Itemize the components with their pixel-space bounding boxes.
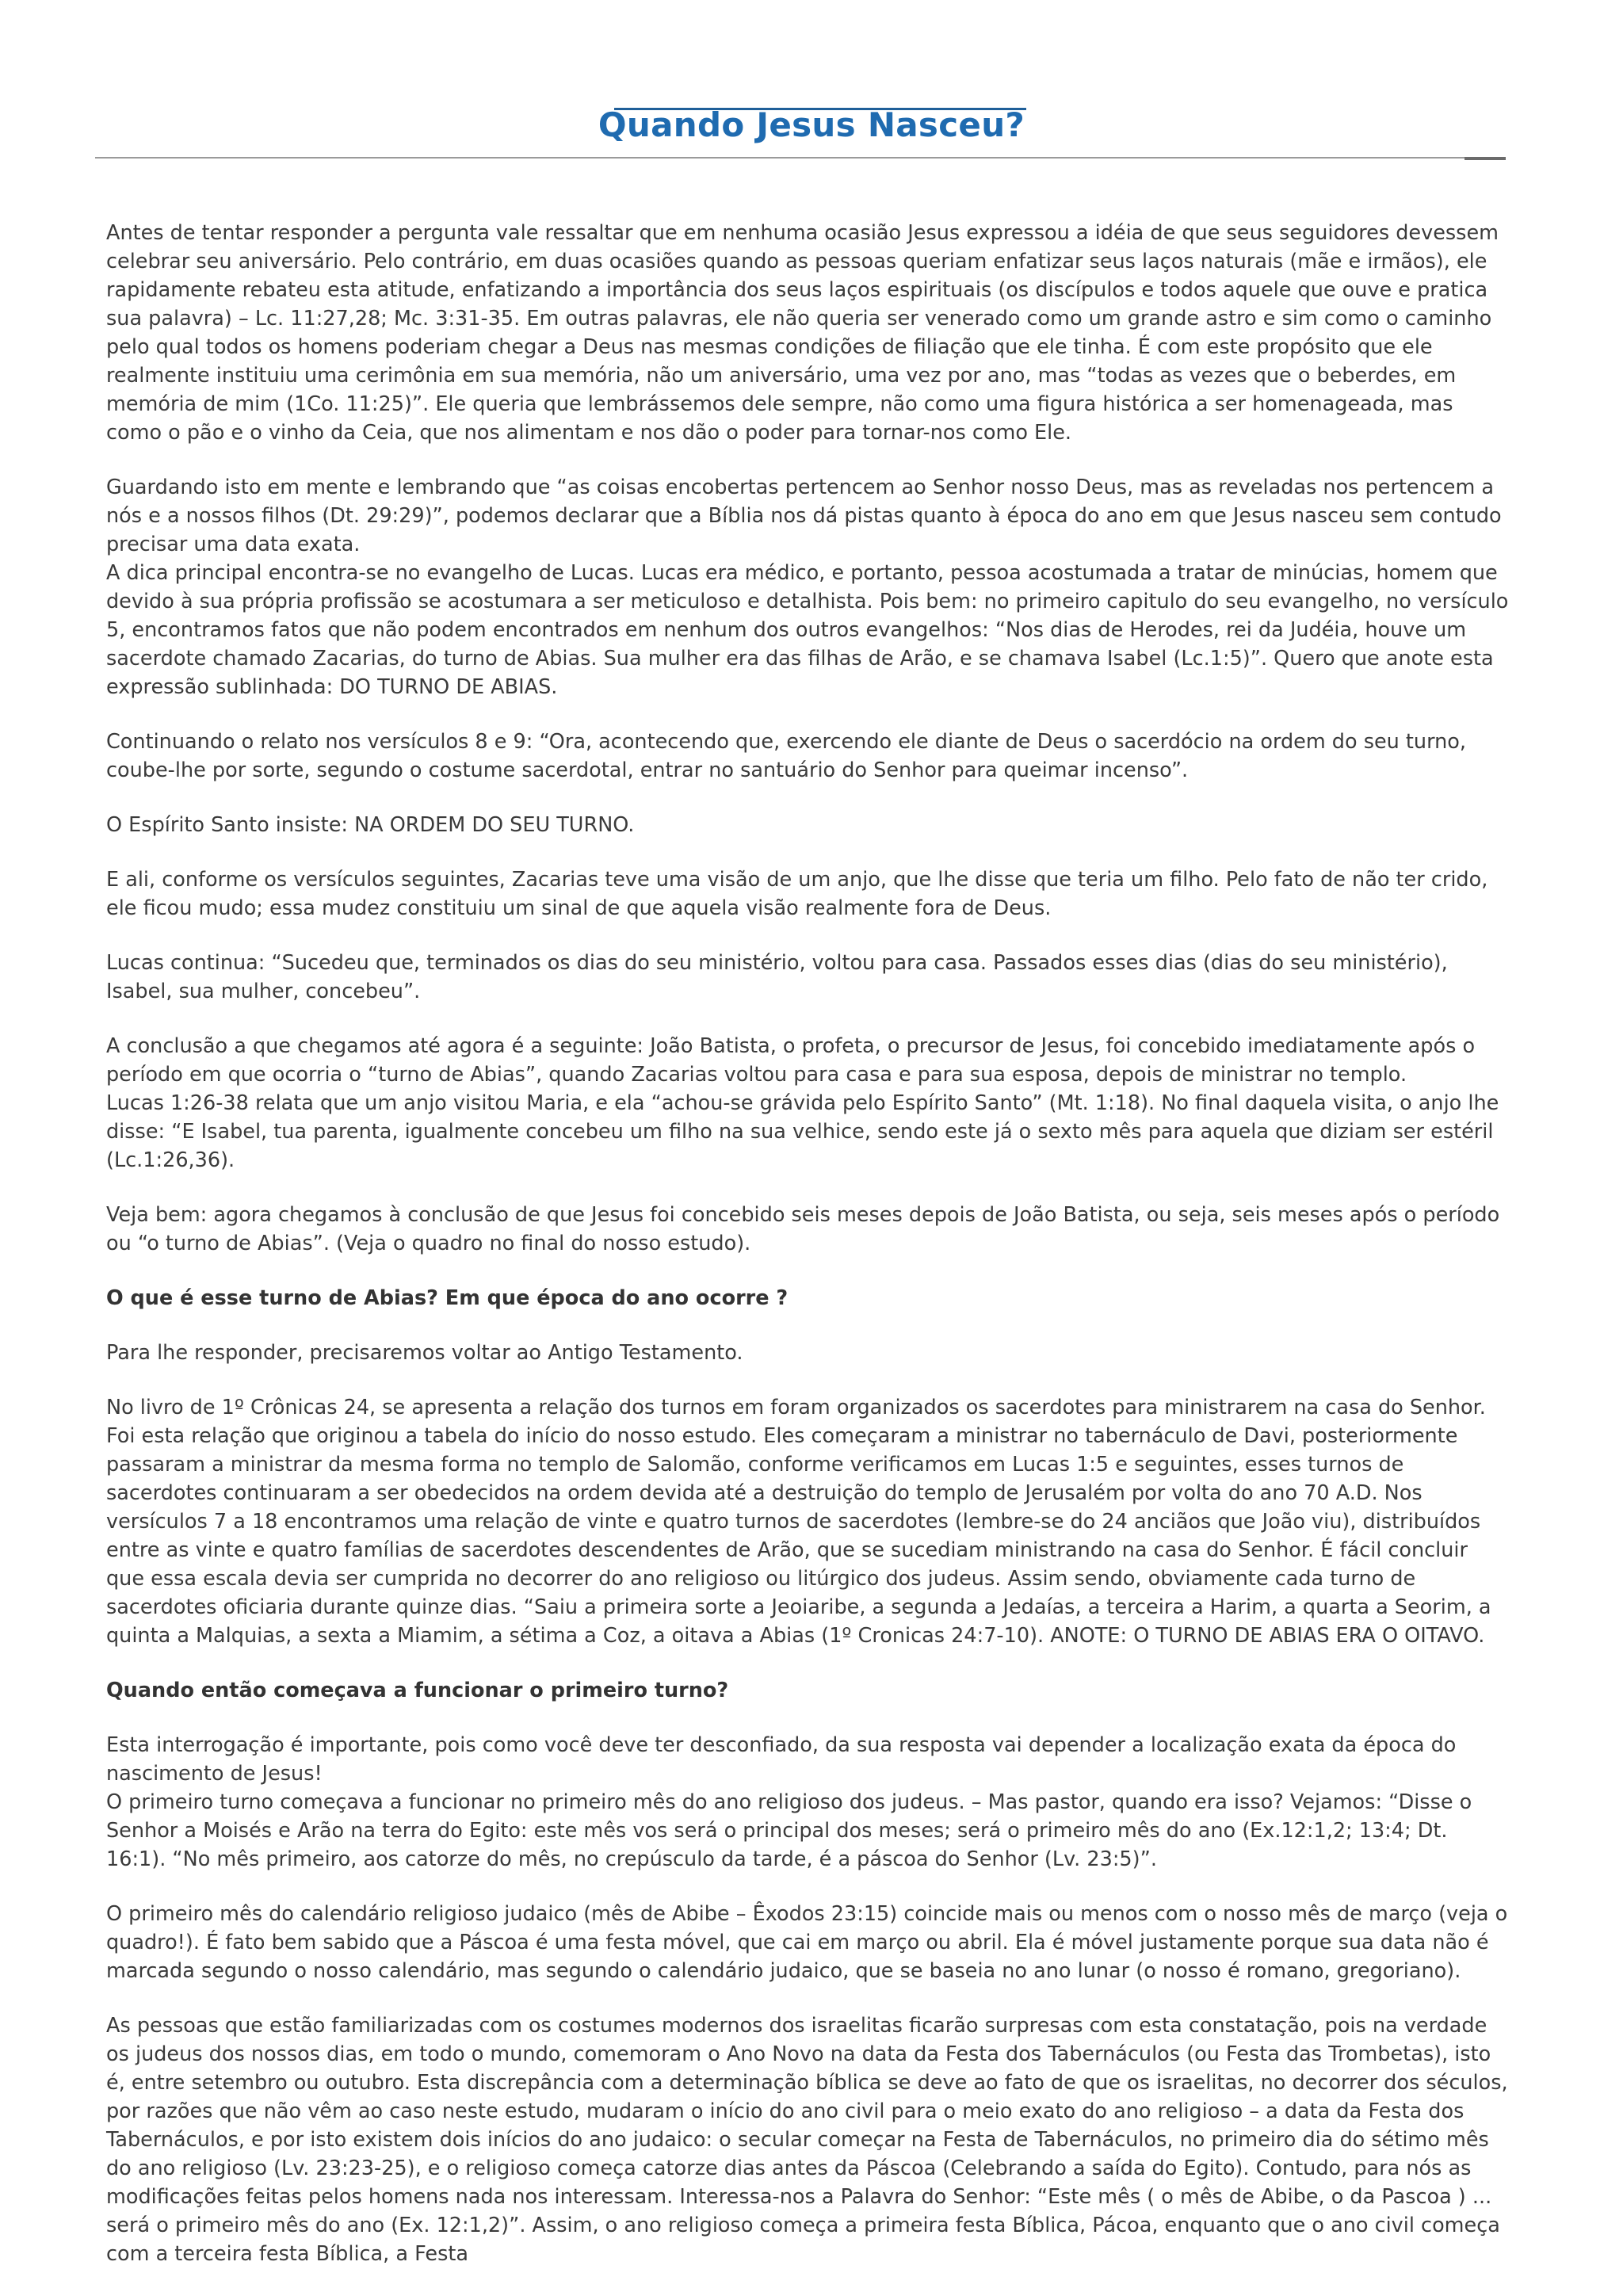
paragraph-espirito-santo: O Espírito Santo insiste: NA ORDEM DO SEU TURNO. [106,813,635,837]
paragraph-conclusao: A conclusão a que chegamos até agora é a seguinte: João Batista, o profeta, o precursor de Jesus, foi concebido imediatamente após o período em que ocorria o “turno de Abias”, quando Zacarias voltou para casa e para sua esposa, depois de ministrar no templo. [106,1034,1476,1087]
paragraph-primeiro-turno: O primeiro turno começava a funcionar no primeiro mês do ano religioso dos judeus. – Mas pastor, quando era isso? Vejamos: “Disse o Senhor a Moisés e Arão na terra do Egito: este mês vos será o principal dos meses; será o primeiro mês do ano (Ex.12:1,2; 13:4; Dt. 16:1). “No mês primeiro, aos catorze do mês, no crepúsculo da tarde, é a páscoa do Senhor (Lv. 23:5)”. [106,1790,1472,1871]
page-title: Quando Jesus Nasceu? [598,105,1025,144]
title-divider [95,157,1506,159]
section-heading-turno-abias: O que é esse turno de Abias? Em que época do ano ocorre ? [106,1286,789,1310]
paragraph-intro: Antes de tentar responder a pergunta vale ressaltar que em nenhuma ocasião Jesus expressou a idéia de que seus seguidores devessem celebrar seu aniversário. Pelo contrário, em duas ocasiões quando as pessoas queriam enfatizar seus laços naturais (mãe e irmãos), ele rapidamente rebateu esta atitude, enfatizando a importância dos seus laços espirituais (os discípulos e todos aquele que ouve e pratica sua palavra) – Lc. 11:27,28; Mc. 3:31-35. Em outras palavras, ele não queria ser venerado como um grande astro e sim como o caminho pelo qual todos os homens poderiam chegar a Deus nas mesmas condições de filiação que ele tinha. É com este propósito que ele realmente instituiu uma cerimônia em sua memória, não um aniversário, uma vez por ano, mas “todas as vezes que o beberdes, em memória de mim (1Co. 11:25)”. Ele queria que lembrássemos dele sempre, não como uma figura histórica a ser homenageada, mas como o pão e o vinho da Ceia, que nos alimentam e nos dão o poder para tornar-nos como Ele. [106,221,1499,445]
paragraph-visao-anjo: E ali, conforme os versículos seguintes, Zacarias teve uma visão de um anjo, que lhe disse que teria um filho. Pelo fato de não ter crido, ele ficou mudo; essa mudez constituiu um sinal de que aquela visão realmente fora de Deus. [106,868,1488,920]
paragraph-dica-principal: A dica principal encontra-se no evangelho de Lucas. Lucas era médico, e portanto, pessoa acostumada a tratar de minúcias, homem que devido à sua própria profissão se acostumara a ser meticuloso e detalhista. Pois bem: no primeiro capitulo do seu evangelho, no versículo 5, encontramos fatos que não podem encontrados em nenhum dos outros evangelhos: “Nos dias de Herodes, rei da Judéia, houve um sacerdote chamado Zacarias, do turno de Abias. Sua mulher era das filhas de Arão, e se chamava Isabel (Lc.1:5)”. Quero que anote esta expressão sublinhada: DO TURNO DE ABIAS. [106,561,1509,699]
paragraph-antigo-testamento: Para lhe responder, precisaremos voltar ao Antigo Testamento. [106,1341,743,1365]
section-heading-primeiro-turno: Quando então começava a funcionar o primeiro turno? [106,1679,729,1702]
title-divider-end [1465,157,1506,160]
paragraph-guardando: Guardando isto em mente e lembrando que “as coisas encobertas pertencem ao Senhor nosso Deus, mas as reveladas nos pertencem a nós e a nossos filhos (Dt. 29:29)”, podemos declarar que a Bíblia nos dá pistas quanto à época do ano em que Jesus nasceu sem contudo precisar uma data exata. [106,476,1502,556]
document-body [106,219,1509,2294]
paragraph-interrogacao: Esta interrogação é importante, pois como você deve ter desconfiado, da sua resposta vai depender a localização exata da época do nascimento de Jesus! [106,1733,1457,1786]
paragraph-calendario-judaico: O primeiro mês do calendário religioso judaico (mês de Abibe – Êxodos 23:15) coincide mais ou menos com o nosso mês de março (veja o quadro!). É fato bem sabido que a Páscoa é uma festa móvel, que cai em março ou abril. Ela é móvel justamente porque sua data não é marcada segundo o nosso calendário, mas segundo o calendário judaico, que se baseia no ano lunar (o nosso é romano, gregoriano). [106,1902,1508,1983]
paragraph-lucas-continua: Lucas continua: “Sucedeu que, terminados os dias do seu ministério, voltou para casa. Passados esses dias (dias do seu ministério), Isabel, sua mulher, concebeu”. [106,951,1448,1003]
paragraph-costumes-modernos: As pessoas que estão familiarizadas com os costumes modernos dos israelitas ficarão surpresas com esta constatação, pois na verdade os judeus dos nossos dias, em todo o mundo, comemoram o Ano Novo na data da Festa dos Tabernáculos (ou Festa das Trombetas), isto é, entre setembro ou outubro. Esta discrepância com a determinação bíblica se deve ao fato de que os israelitas, no decorrer dos séculos, por razões que não vêm ao caso neste estudo, mudaram o início do ano civil para o meio exato do ano religioso – a data da Festa dos Tabernáculos, e por isto existem dois inícios do ano judaico: o secular começar na Festa de Tabernáculos, no primeiro dia do sétimo mês do ano religioso (Lv. 23:23-25), e o religioso começa catorze dias antes da Páscoa (Celebrando a saída do Egito). Contudo, para nós as modificações feitas pelos homens nada nos interessam. Interessa-nos a Palavra do Senhor: “Este mês ( o mês de Abibe, o da Pascoa ) ... será o primeiro mês do ano (Ex. 12:1,2)”. Assim, o ano religioso começa a primeira festa Bíblica, Pácoa, enquanto que o ano civil começa com a terceira festa Bíblica, a Festa [106,2014,1508,2266]
paragraph-lucas-1-26: Lucas 1:26-38 relata que um anjo visitou Maria, e ela “achou-se grávida pelo Espírito Santo” (Mt. 1:18). No final daquela visita, o anjo lhe disse: “E Isabel, tua parenta, igualmente concebeu um filho na sua velhice, sendo este já o sexto mês para aquela que diziam ser estéril (Lc.1:26,36). [106,1091,1499,1172]
title-container [0,101,1623,149]
paragraph-continuando: Continuando o relato nos versículos 8 e 9: “Ora, acontecendo que, exercendo ele diante de Deus o sacerdócio na ordem do seu turno, coube-lhe por sorte, segundo o costume sacerdotal, entrar no santuário do Senhor para queimar incenso”. [106,730,1466,782]
paragraph-cronicas: No livro de 1º Crônicas 24, se apresenta a relação dos turnos em foram organizados os sacerdotes para ministrarem na casa do Senhor. Foi esta relação que originou a tabela do início do nosso estudo. Eles começaram a ministrar no tabernáculo de Davi, posteriormente passaram a ministrar da mesma forma no templo de Salomão, conforme verificamos em Lucas 1:5 e seguintes, esses turnos de sacerdotes continuaram a ser obedecidos na ordem devida até a destruição do templo de Jerusalém por volta do ano 70 A.D. Nos versículos 7 a 18 encontramos uma relação de vinte e quatro turnos de sacerdotes (lembre-se do 24 anciãos que João viu), distribuídos entre as vinte e quatro famílias de sacerdotes descendentes de Arão, que se sucediam ministrando na casa do Senhor. É fácil concluir que essa escala devia ser cumprida no decorrer do ano religioso ou litúrgico dos judeus. Assim sendo, obviamente cada turno de sacerdotes oficiaria durante quinze dias. “Saiu a primeira sorte a Jeoiaribe, a segunda a Jedaías, a terceira a Harim, a quarta a Seorim, a quinta a Malquias, a sexta a Miamim, a sétima a Coz, a oitava a Abias (1º Cronicas 24:7-10). ANOTE: O TURNO DE ABIAS ERA O OITAVO. [106,1396,1491,1648]
paragraph-veja-bem: Veja bem: agora chegamos à conclusão de que Jesus foi concebido seis meses depois de João Batista, ou seja, seis meses após o período ou “o turno de Abias”. (Veja o quadro no final do nosso estudo). [106,1203,1500,1255]
